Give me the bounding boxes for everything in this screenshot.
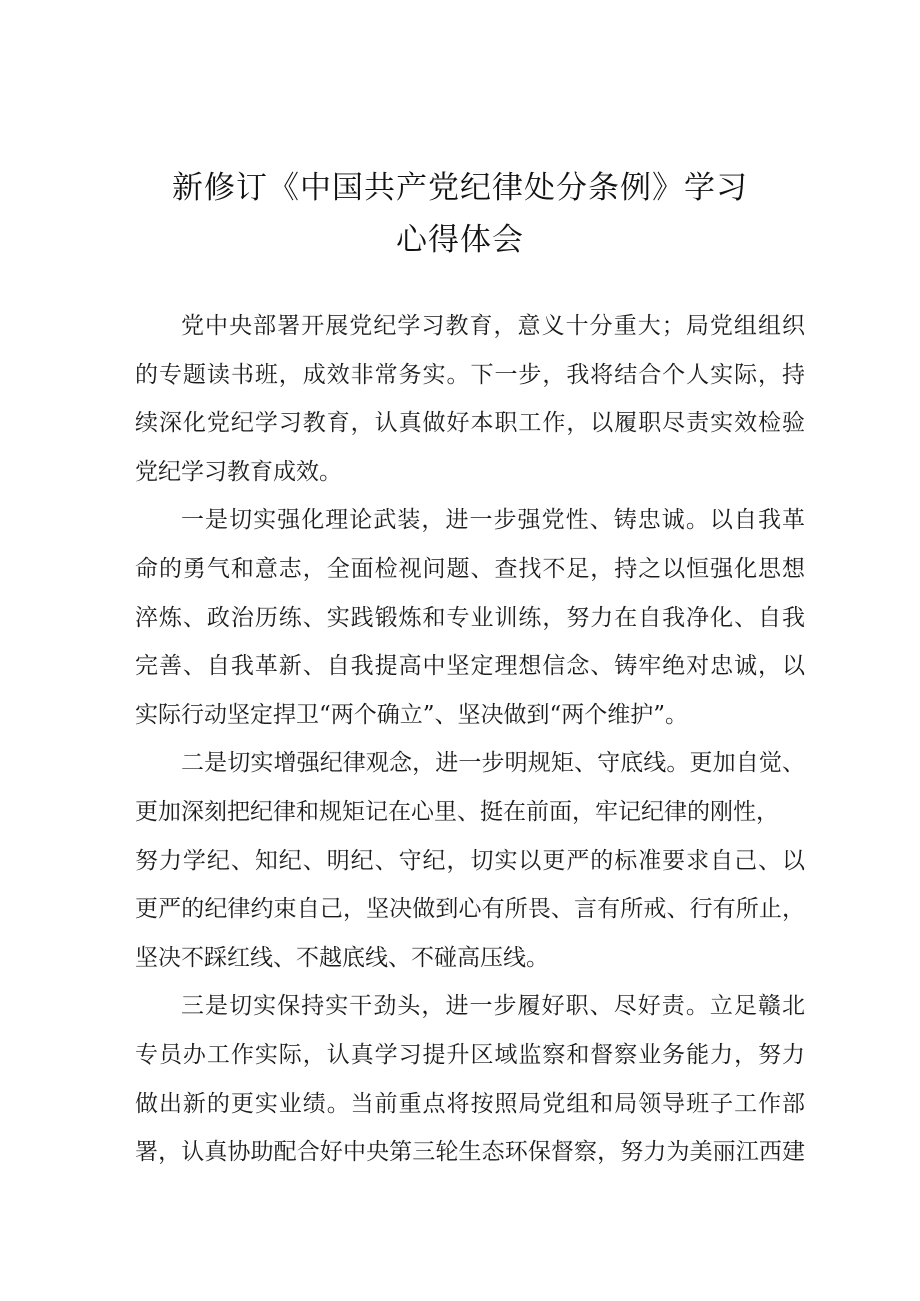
paragraph-3-line-1: 二是切实增强纪律观念，进一步明规矩、守底线。更加自觉、 [181, 750, 805, 777]
paragraph-3-line-2: 更加深刻把纪律和规矩记在心里、挺在前面，牢记纪律的刚性， [135, 798, 779, 825]
paragraph-3-line-5: 坚决不踩红线、不越底线、不碰高压线。 [135, 944, 549, 971]
paragraph-1-line-2: 的专题读书班，成效非常务实。下一步，我将结合个人实际，持 [135, 361, 805, 388]
paragraph-2-line-5: 实际行动坚定捍卫“两个确立”、坚决做到“两个维护”。 [135, 701, 689, 728]
paragraph-2-line-2: 命的勇气和意志，全面检视问题、查找不足，持之以恒强化思想 [135, 555, 805, 582]
paragraph-1-line-1: 党中央部署开展党纪学习教育，意义十分重大；局党组组织 [181, 313, 805, 339]
paragraph-4-line-1: 三是切实保持实干劲头，进一步履好职、尽好责。立足赣北 [181, 993, 805, 1020]
paragraph-3-line-4: 更严的纪律约束自己，坚决做到心有所畏、言有所戒、行有所止， [135, 896, 805, 923]
paragraph-1-line-3: 续深化党纪学习教育，认真做好本职工作，以履职尽责实效检验 [135, 410, 805, 437]
paragraph-4-line-3: 做出新的更实业绩。当前重点将按照局党组和局领导班子工作部 [135, 1090, 805, 1117]
paragraph-4-line-2: 专员办工作实际，认真学习提升区域监察和督察业务能力，努力 [135, 1041, 805, 1068]
document-body [135, 302, 805, 1177]
paragraph-3-line-3: 努力学纪、知纪、明纪、守纪，切实以更严的标准要求自己、以 [135, 847, 805, 874]
paragraph-2-line-3: 淬炼、政治历练、实践锻炼和专业训练，努力在自我净化、自我 [135, 604, 805, 631]
document-title-line-2: 心得体会 [396, 222, 524, 258]
paragraph-4-line-4: 署，认真协助配合好中央第三轮生态环保督察，努力为美丽江西建 [135, 1139, 805, 1166]
paragraph-2-line-1: 一是切实强化理论武装，进一步强党性、铸忠诚。以自我革 [181, 507, 805, 534]
paragraph-2-line-4: 完善、自我革新、自我提高中坚定理想信念、铸牢绝对忠诚，以 [135, 653, 805, 680]
document-title-line-1: 新修订《中国共产党纪律处分条例》学习 [172, 170, 748, 206]
paragraph-1-line-4: 党纪学习教育成效。 [135, 458, 342, 485]
